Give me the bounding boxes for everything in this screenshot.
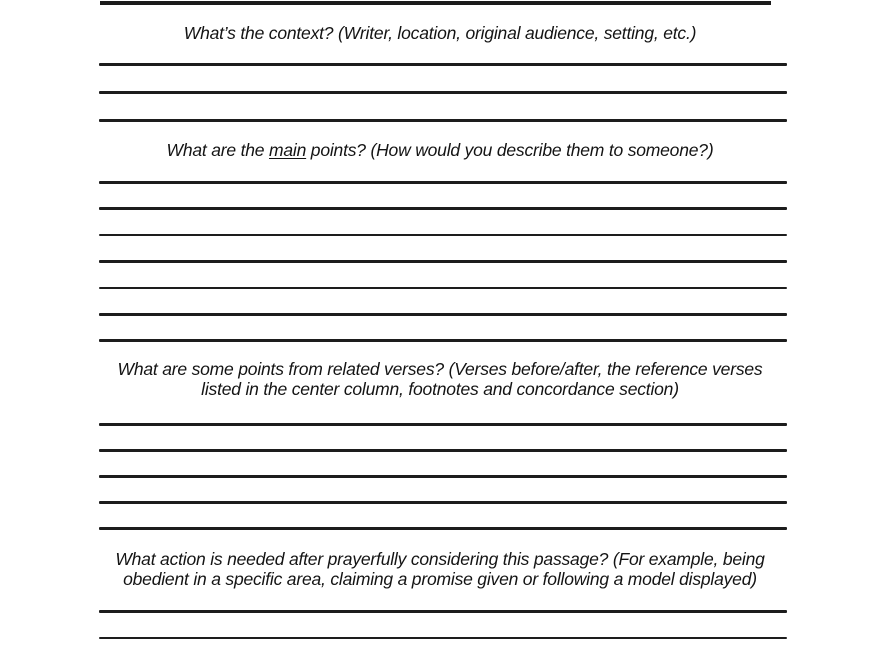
answer-line [99,119,787,122]
section-heading-context: What’s the context? (Writer, location, original audience, setting, etc.) [183,23,697,43]
answer-line [99,91,787,94]
answer-lines-action [99,610,787,640]
section-heading-main-points [60,140,820,160]
answer-line [99,313,787,316]
heading-text-after: points? (How would you describe them to someone?) [306,140,714,160]
answer-line [99,207,787,210]
heading-line: What are some points from related verses? (Verses before/after, the reference verses [117,359,763,379]
heading-text-underlined: main [269,140,307,160]
answer-line [99,475,787,478]
answer-lines-context [99,63,787,123]
heading-line: What action is needed after prayerfully considering this passage? (For example, being [115,549,765,569]
answer-line [99,339,787,342]
top-rule [100,1,771,5]
section-heading-related-verses [60,359,820,399]
heading-line: listed in the center column, footnotes and concordance section) [201,379,679,399]
heading-text-before: What are the [166,140,269,160]
answer-line [99,63,787,66]
answer-lines-related-verses [99,423,787,531]
answer-lines-main-points [99,181,787,343]
answer-line [99,260,787,263]
answer-line [99,610,787,613]
answer-line [99,423,787,426]
answer-line [99,234,787,237]
answer-line [99,501,787,504]
answer-line [99,449,787,452]
answer-line [99,287,787,290]
heading-line: obedient in a specific area, claiming a promise given or following a model displayed) [123,569,757,589]
answer-line [99,637,787,640]
answer-line [99,527,787,530]
answer-line [99,181,787,184]
section-heading-action [60,549,820,589]
